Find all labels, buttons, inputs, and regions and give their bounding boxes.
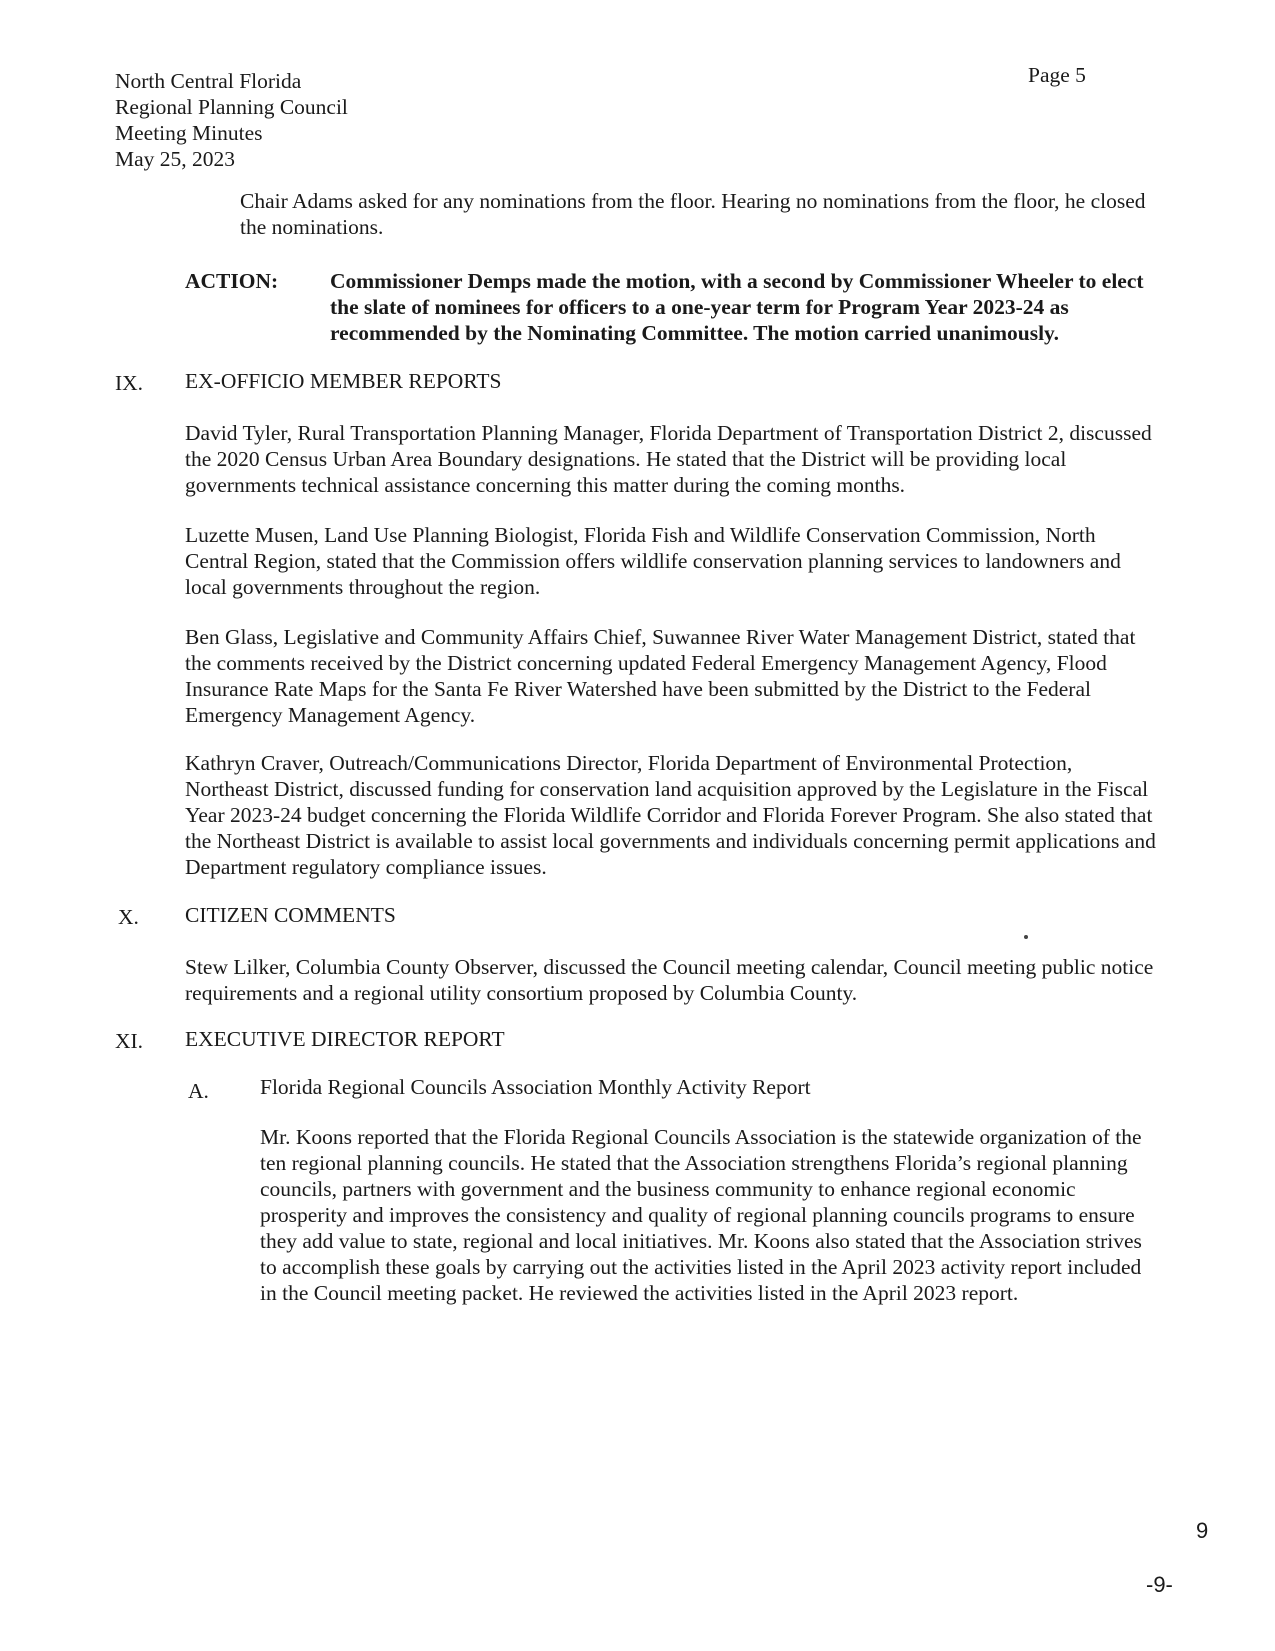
page-number-dashed: -9-	[1146, 1572, 1173, 1597]
ex-officio-report-craver: Kathryn Craver, Outreach/Communications Director, Florida Department of Environmental Protection, Northeast District, discussed funding for conservation land acquisition approved by the Legislature in the Fiscal Year 2023-24 budget concerning the Florida Wildlife Corridor and Florida Forever Program. She also stated that the Northeast District is available to assist local governments and individuals concerning permit applications and Department regulatory compliance issues.	[185, 751, 1156, 879]
section-xi-title: EXECUTIVE DIRECTOR REPORT	[185, 1027, 505, 1051]
page-label: Page 5	[1028, 63, 1086, 87]
document-header	[115, 68, 515, 172]
stray-mark	[1024, 935, 1028, 939]
section-ix-number: IX.	[115, 371, 144, 395]
action-label: ACTION:	[185, 269, 279, 293]
citizen-comment-lilker: Stew Lilker, Columbia County Observer, discussed the Council meeting calendar, Council meeting public notice requirements and a regional utility consortium proposed by Columbia County.	[185, 955, 1154, 1005]
subsection-a-paragraph: Mr. Koons reported that the Florida Regional Councils Association is the statewide organization of the ten regional planning councils. He stated that the Association strengthens Florida’s regional planning councils, partners with government and the business community to enhance regional economic prosperity and improves the consistency and quality of regional planning councils programs to ensure they add value to state, regional and local initiatives. Mr. Koons also stated that the Association strives to accomplish these goals by carrying out the activities listed in the April 2023 activity report included in the Council meeting packet. He reviewed the activities listed in the April 2023 report.	[260, 1125, 1142, 1305]
ex-officio-report-tyler: David Tyler, Rural Transportation Planning Manager, Florida Department of Transportation District 2, discussed the 2020 Census Urban Area Boundary designations. He stated that the District will be providing local governments technical assistance concerning this matter during the coming months.	[185, 421, 1152, 497]
action-text: Commissioner Demps made the motion, with a second by Commissioner Wheeler to elect the slate of nominees for officers to a one-year term for Program Year 2023-24 as recommended by the Nominating Committee. The motion carried unanimously.	[330, 269, 1144, 345]
subsection-a-title: Florida Regional Councils Association Monthly Activity Report	[260, 1075, 811, 1099]
page-number: 9	[1196, 1518, 1209, 1543]
section-x-number: X.	[118, 905, 139, 929]
section-x-title: CITIZEN COMMENTS	[185, 903, 396, 927]
subsection-a-letter: A.	[188, 1079, 209, 1103]
header-org-line1: North Central Florida	[115, 69, 302, 93]
header-org-line2: Regional Planning Council	[115, 95, 348, 119]
header-doc-type: Meeting Minutes	[115, 121, 263, 145]
section-ix-title: EX-OFFICIO MEMBER REPORTS	[185, 369, 502, 393]
section-xi-number: XI.	[115, 1029, 144, 1053]
ex-officio-report-musen: Luzette Musen, Land Use Planning Biologist, Florida Fish and Wildlife Conservation Commission, North Central Region, stated that the Commission offers wildlife conservation planning services to landowners and local governments throughout the region.	[185, 523, 1121, 599]
ex-officio-report-glass: Ben Glass, Legislative and Community Affairs Chief, Suwannee River Water Management District, stated that the comments received by the District concerning updated Federal Emergency Management Agency, Flood Insurance Rate Maps for the Santa Fe River Watershed have been submitted by the District to the Federal Emergency Management Agency.	[185, 625, 1136, 727]
header-date: May 25, 2023	[115, 147, 236, 171]
intro-paragraph: Chair Adams asked for any nominations from the floor. Hearing no nominations from the floor, he closed the nominations.	[240, 189, 1146, 239]
